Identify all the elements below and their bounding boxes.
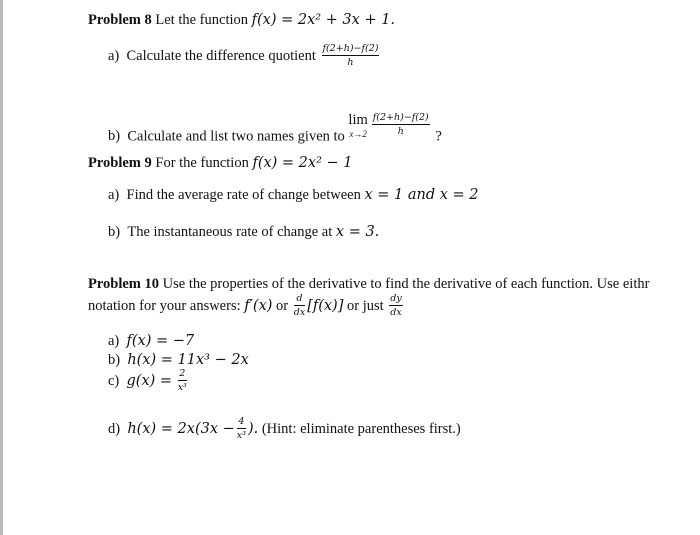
fraction-denominator: dx [293, 307, 306, 319]
fraction-numerator: f(2+h)−f(2) [322, 44, 380, 56]
dy-dx-fraction [389, 294, 402, 319]
or-just-text: or just [347, 297, 384, 314]
part-c-expression: g(x) = [126, 372, 173, 389]
part-d-expression-end: ). [247, 420, 259, 437]
prime-notation: f′(x) [244, 297, 273, 314]
problem-8-intro: Let the function [155, 12, 248, 28]
problem-8-part-a [108, 44, 381, 69]
fraction-numerator: dy [389, 294, 402, 306]
problem-10-statement [88, 276, 649, 293]
problem-8-part-b [108, 113, 442, 145]
bracket-expression: [f(x)] [307, 297, 344, 314]
part-d-hint: (Hint: eliminate parentheses first.) [261, 420, 461, 437]
part-label: b) [108, 224, 121, 240]
question-mark: ? [435, 128, 442, 145]
problem-10-part-a [108, 333, 194, 350]
page-left-border [0, 0, 3, 535]
problem-9-part-b [108, 224, 379, 241]
part-b-text: The instantaneous rate of change at [127, 224, 333, 240]
notation-intro: notation for your answers: [88, 297, 241, 314]
part-b-expression: x = 3. [335, 224, 380, 240]
limit-fraction [372, 113, 430, 138]
part-label: b) [108, 128, 121, 145]
fraction-denominator: x³ [236, 430, 246, 442]
problem-10-heading: Problem 10 [88, 276, 160, 292]
problem-10-notation-line [88, 294, 405, 319]
part-d-expression-start: h(x) = 2x(3x − [127, 420, 235, 437]
d-dx-fraction [294, 294, 305, 319]
part-label: b) [108, 352, 121, 368]
problem-10-part-c [108, 369, 189, 394]
problem-10-part-b [108, 352, 249, 369]
lim-word: lim [348, 112, 368, 128]
part-label: c) [108, 372, 120, 389]
part-a-text: Calculate the difference quotient [126, 47, 316, 64]
problem-10-text: Use the properties of the derivative to find the derivative of each function. Use eithr [162, 276, 650, 292]
problem-8-heading: Problem 8 [88, 12, 152, 28]
fraction-denominator: h [347, 57, 354, 69]
fraction-numerator: 2 [178, 369, 187, 381]
part-b-text: Calculate and list two names given to [127, 128, 345, 145]
part-a-text: Find the average rate of change between [126, 187, 361, 203]
part-label: a) [108, 47, 120, 64]
part-a-expression: x = 1 and x = 2 [364, 187, 479, 203]
part-label: d) [108, 420, 121, 437]
fraction-denominator: x³ [177, 382, 187, 394]
fraction-denominator: dx [390, 307, 402, 319]
fraction-denominator: h [397, 126, 404, 138]
part-b-expression: h(x) = 11x³ − 2x [127, 352, 249, 368]
or-text: or [276, 297, 289, 314]
problem-9-heading: Problem 9 [88, 155, 152, 171]
lim-subscript: x→2 [349, 128, 367, 139]
problem-9-function: f(x) = 2x² − 1 [252, 155, 353, 171]
problem-8-function: f(x) = 2x² + 3x + 1. [251, 12, 396, 28]
part-c-fraction [178, 369, 187, 394]
problem-10-part-d [108, 417, 461, 442]
limit-expression [348, 113, 367, 139]
part-label: a) [108, 333, 120, 349]
part-label: a) [108, 187, 120, 203]
problem-8-statement [88, 12, 395, 29]
problem-9-intro: For the function [155, 155, 249, 171]
fraction-numerator: f(2+h)−f(2) [372, 113, 430, 125]
problem-9-statement [88, 155, 353, 172]
fraction-numerator: 4 [237, 417, 246, 429]
problem-9-part-a [108, 187, 478, 204]
part-d-fraction [237, 417, 246, 442]
fraction-numerator: d [294, 294, 305, 306]
difference-quotient-fraction [322, 44, 380, 69]
part-a-expression: f(x) = −7 [126, 333, 195, 349]
